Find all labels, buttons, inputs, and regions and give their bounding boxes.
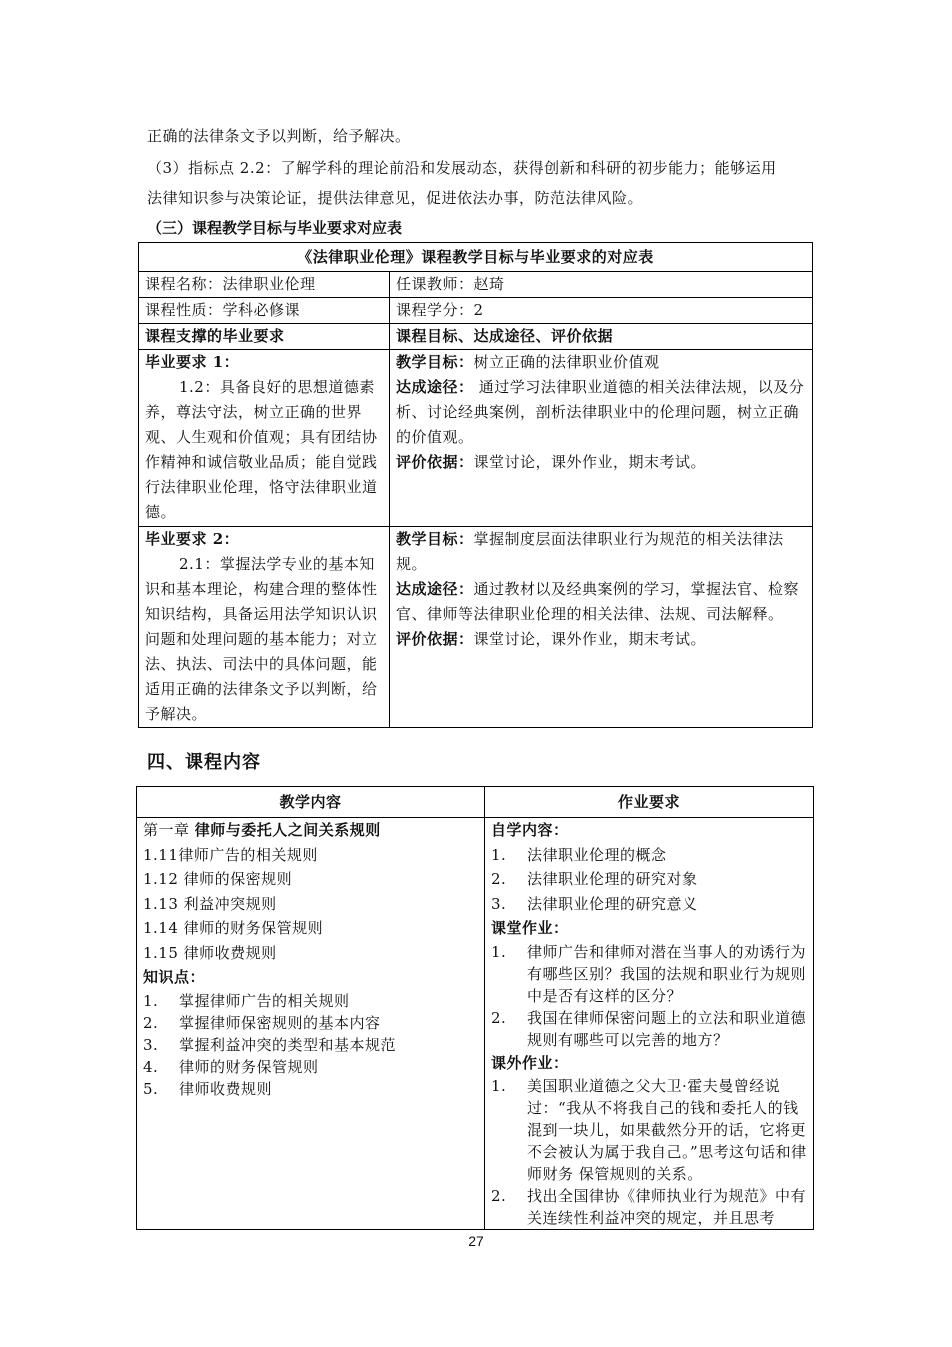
homework-item: 1. 美国职业道德之父大卫·霍夫曼曾经说过：“我从不将我自己的钱和委托人的钱混到一块儿，如果截然分开的话，它将更不会被认为属于我自己。”思考这句话和律师财务 保管规则的关系。 [491, 1077, 807, 1183]
teacher-cell: 任课教师：赵琦 [390, 272, 813, 298]
mapping-row [139, 527, 813, 728]
knowledge-item: 2. 掌握律师保密规则的基本内容 [143, 1013, 381, 1032]
assignment-cell [485, 818, 814, 1230]
homework-item: 2. 找出全国律协《律师执业行为规范》中有关连续性利益冲突的规定，并且思考 [491, 1187, 807, 1227]
teaching-goal-text: 掌握制度层面法律职业行为规范的相关法律法规。 [396, 530, 784, 573]
requirement-title: 毕业要求 1： [145, 353, 240, 371]
content-item: 1.14 律师的财务保管规则 [143, 919, 324, 937]
achieve-path [396, 375, 806, 450]
course-credit-cell: 课程学分：2 [390, 298, 813, 324]
teaching-goal-label: 教学目标： [396, 530, 474, 548]
self-study-label: 自学内容： [491, 821, 569, 839]
achieve-path-label: 达成途径： [396, 378, 474, 396]
teaching-goal-text: 树立正确的法律职业价值观 [473, 353, 660, 371]
mapping-table [138, 242, 813, 728]
content-item: 1.11律师广告的相关规则 [143, 845, 318, 864]
evaluation-label: 评价依据： [396, 453, 474, 471]
knowledge-item: 4. 律师的财务保管规则 [143, 1057, 319, 1076]
content-item: 1.12 律师的保密规则 [143, 870, 293, 888]
self-study-item: 3. 法律职业伦理的研究意义 [491, 894, 698, 913]
page-number: 27 [468, 1233, 484, 1249]
chapter-prefix: 第一章 [143, 821, 195, 839]
classwork-label: 课堂作业： [491, 919, 569, 937]
col-header-content: 教学内容 [137, 787, 485, 818]
goal-cell [390, 527, 813, 728]
requirement-body: 2.1：掌握法学专业的基本知识和基本理论，构建合理的整体性知识结构，具备运用法学知识认识问题和处理问题的基本能力；对立法、执法、司法中的具体问题，能适用正确的法律条文予以判断，给予解决。 [145, 555, 378, 723]
achieve-path [396, 577, 806, 627]
requirement-body: 1.2：具备良好的思想道德素养，尊法守法，树立正确的世界观、人生观和价值观；具有团结协作精神和诚信敬业品质；能自觉践行法律职业伦理，恪守法律职业道德。 [145, 378, 378, 521]
self-study-item: 2. 法律职业伦理的研究对象 [491, 870, 698, 888]
requirement-title: 毕业要求 2： [145, 530, 240, 548]
achieve-path-text: 通过教材以及经典案例的学习，掌握法官、检察官、律师等法律职业伦理的相关法律、法规、司法解释。 [396, 580, 800, 623]
evaluation-text: 课堂讨论，课外作业，期末考试。 [473, 453, 707, 471]
classwork-item: 2. 我国在律师保密问题上的立法和职业道德规则有哪些可以完善的地方？ [491, 1008, 807, 1049]
achieve-path-text: 通过学习法律职业道德的相关法律法规，以及分析、讨论经典案例，剖析法律职业中的伦理问题，树立正确的价值观。 [396, 378, 805, 446]
evaluation-label: 评价依据： [396, 630, 474, 648]
course-content-table [136, 786, 814, 1230]
chapter-title: 律师与委托人之间关系规则 [194, 821, 381, 839]
col-header-assignment: 作业要求 [485, 787, 814, 818]
homework-label: 课外作业： [491, 1053, 569, 1072]
knowledge-label: 知识点： [143, 968, 206, 986]
col-header-goals: 课程目标、达成途径、评价依据 [390, 324, 813, 350]
section-3-title: （三）课程教学目标与毕业要求对应表 [147, 219, 403, 237]
intro-line-1: 正确的法律条文予以判断，给予解决。 [147, 127, 411, 145]
course-name-cell: 课程名称：法律职业伦理 [139, 272, 390, 298]
self-study-item: 1. 法律职业伦理的概念 [491, 845, 667, 864]
teaching-goal [396, 527, 806, 577]
evaluation [396, 627, 806, 652]
knowledge-item: 5. 律师收费规则 [143, 1079, 273, 1098]
teaching-goal-label: 教学目标： [396, 353, 474, 371]
course-nature-cell: 课程性质：学科必修课 [139, 298, 390, 324]
knowledge-item: 1. 掌握律师广告的相关规则 [143, 991, 350, 1010]
mapping-table-title: 《法律职业伦理》课程教学目标与毕业要求的对应表 [139, 243, 813, 272]
teaching-goal [396, 350, 806, 375]
intro-line-3: 法律知识参与决策论证，提供法律意见，促进依法办事，防范法律风险。 [147, 189, 644, 207]
classwork-item: 1. 律师广告和律师对潜在当事人的劝诱行为有哪些区别？我国的法规和职业行为规则中是否有这样的区分？ [491, 942, 807, 1005]
chapter-heading [143, 818, 478, 843]
content-item: 1.15 律师收费规则 [143, 943, 277, 962]
col-header-requirement: 课程支撑的毕业要求 [139, 324, 390, 350]
requirement-cell [139, 350, 390, 527]
content-item: 1.13 利益冲突规则 [143, 894, 277, 913]
evaluation-text: 课堂讨论，课外作业，期末考试。 [473, 630, 707, 648]
goal-cell [390, 350, 813, 527]
section-4-title: 四、课程内容 [147, 752, 261, 773]
mapping-row [139, 350, 813, 527]
intro-line-2: （3）指标点 2.2：了解学科的理论前沿和发展动态，获得创新和科研的初步能力；能够运用 [147, 159, 777, 177]
achieve-path-label: 达成途径： [396, 580, 474, 598]
teaching-content-cell [137, 818, 485, 1230]
requirement-cell [139, 527, 390, 728]
evaluation [396, 450, 806, 475]
knowledge-item: 3. 掌握利益冲突的类型和基本规范 [143, 1035, 397, 1054]
